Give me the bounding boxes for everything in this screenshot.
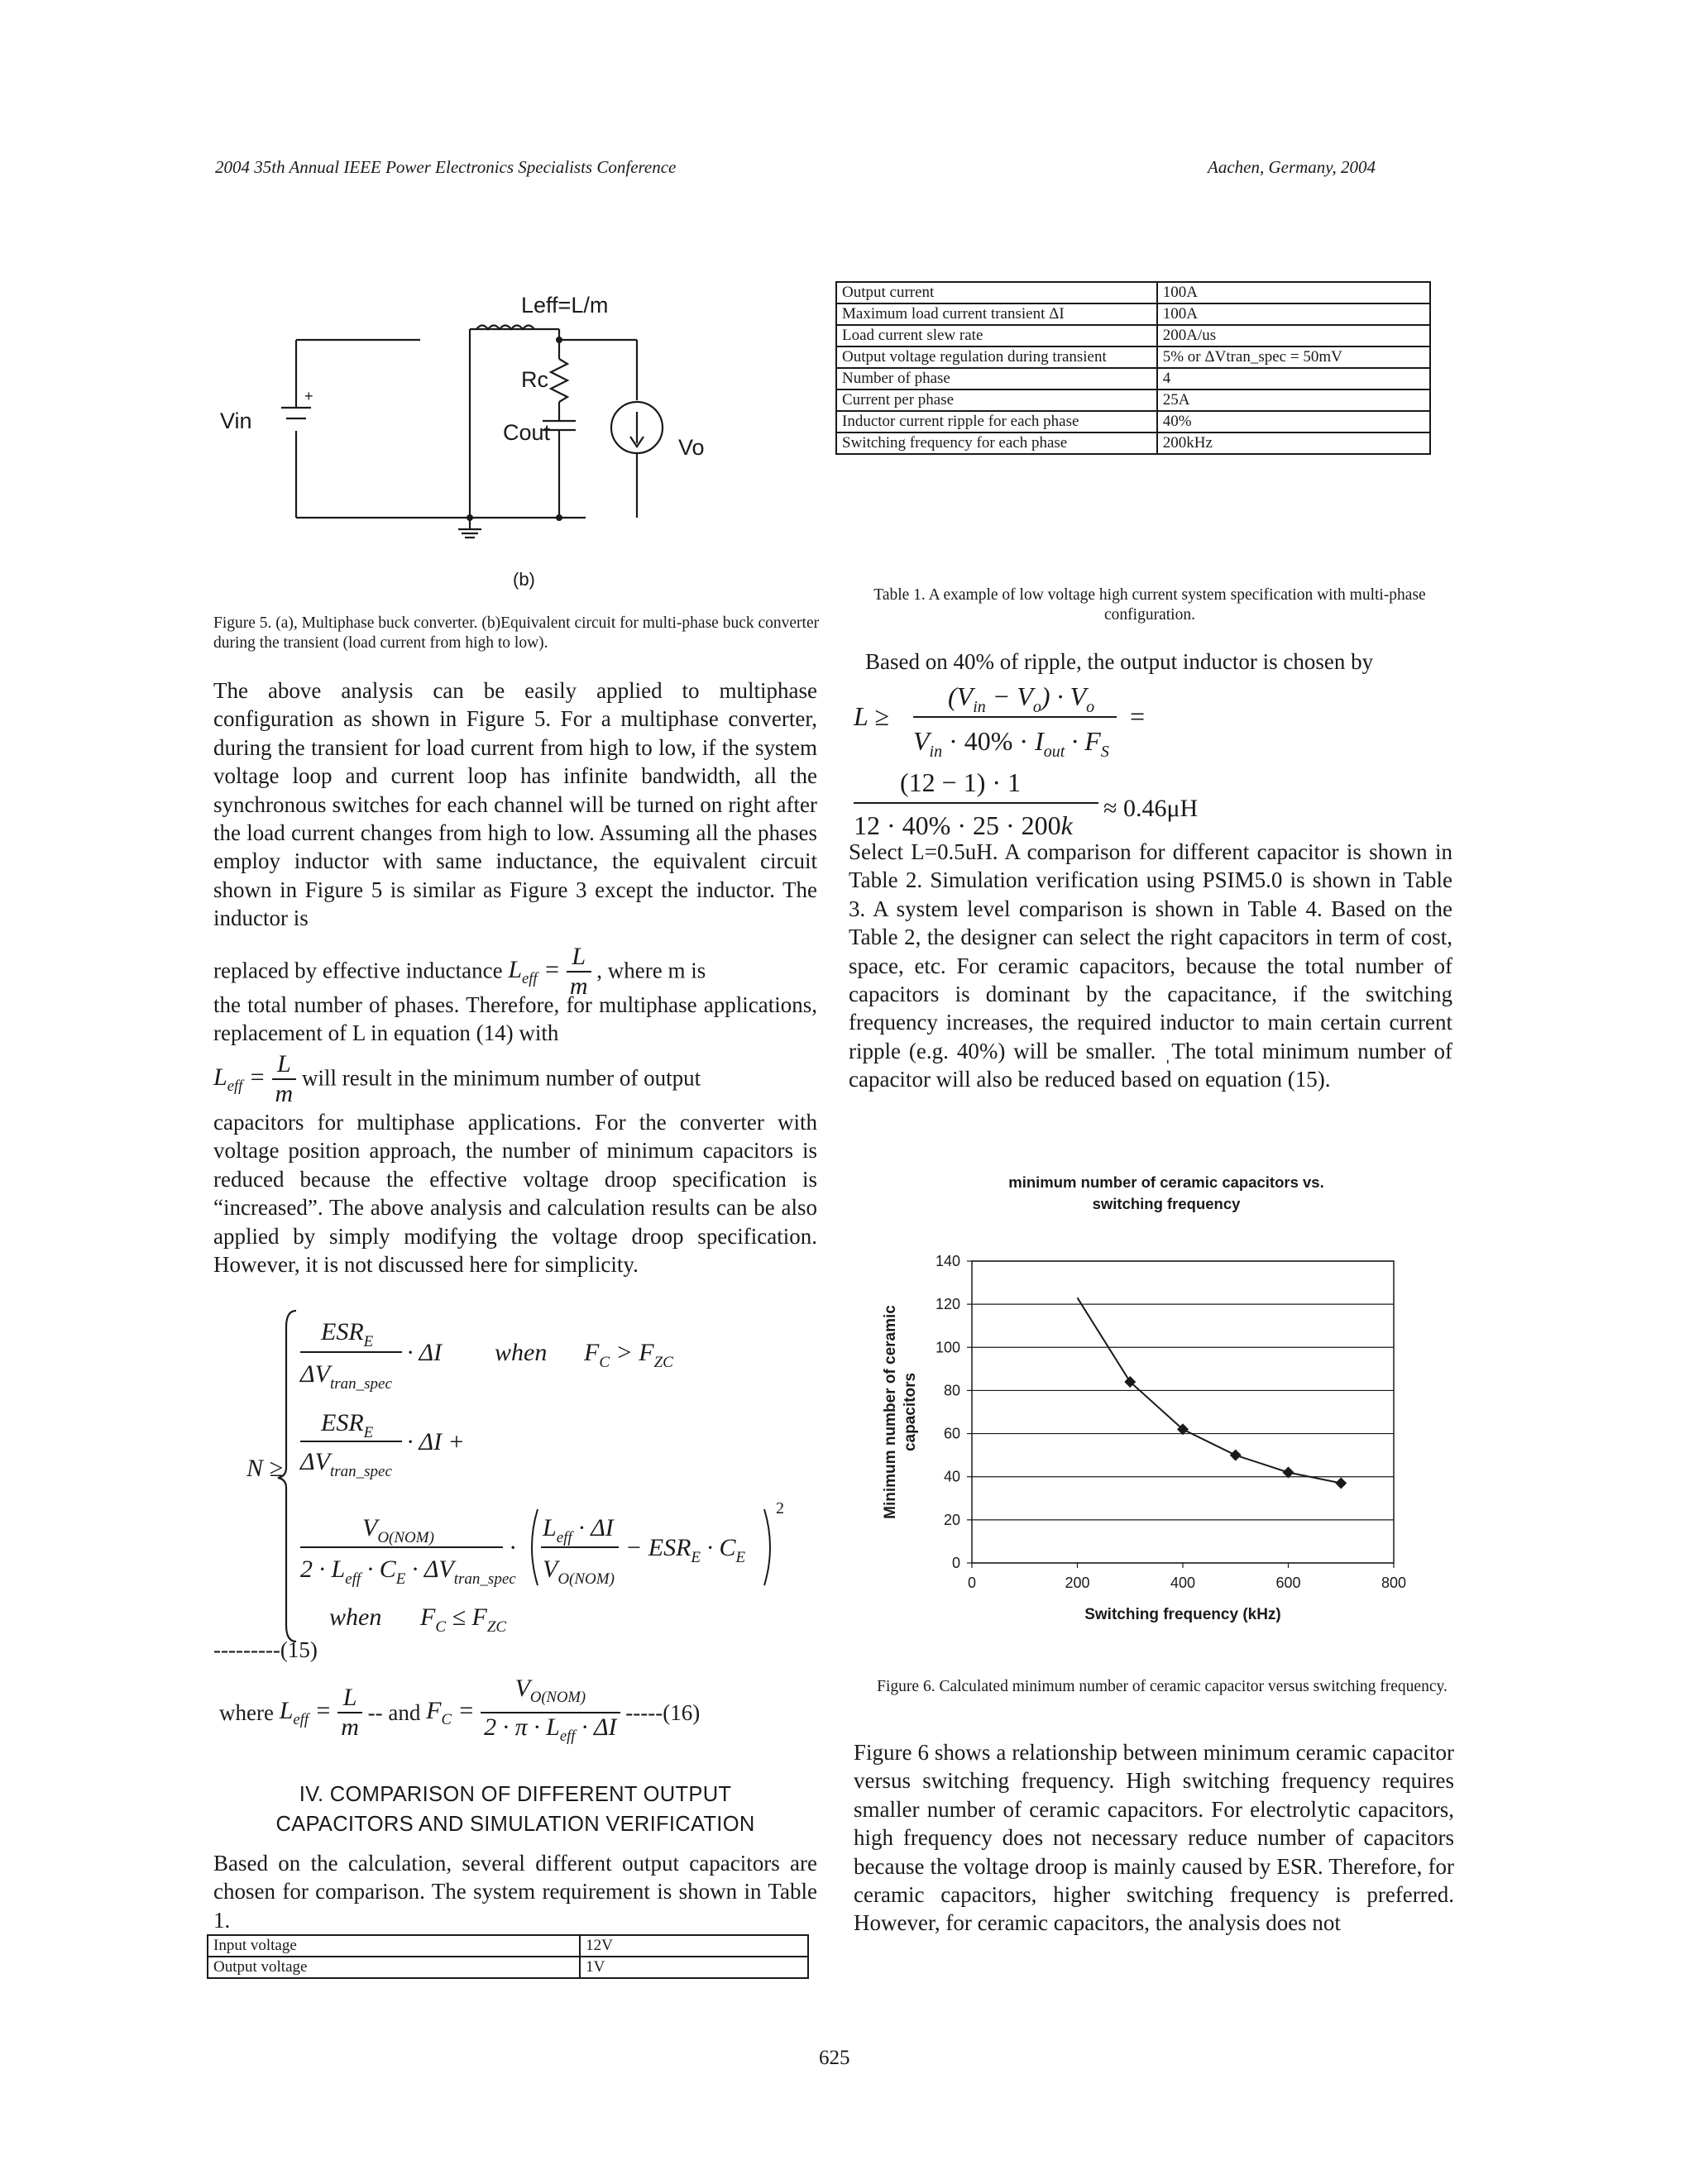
table-cell-param: Output voltage regulation during transient (836, 346, 1157, 368)
chart-title-line-1: minimum number of ceramic capacitors vs. (1008, 1173, 1324, 1191)
equation-16-tag: -----(16) (625, 1700, 701, 1726)
svg-text:·: · (510, 1534, 516, 1561)
y-tick-label: 20 (943, 1511, 960, 1528)
svg-text:ESRE: $ESR_E$ (321, 1318, 374, 1350)
left-paragraph-1: The above analysis can be easily applied to multiphase configuration as shown in Figure 5. For a multiphase converter, during the transient for load current from high to low, if the system voltage loop and current loop has infinite bandwidth, all the synchronous switches for each channel will be turned on right after the load current changes from high to low. Assuming all the phases employ inductor with same inductance, the equivalent circuit shown in Figure 5 is similar as Figure 3 except the inductor. The inductor is (213, 678, 817, 931)
table-row (836, 389, 1430, 411)
vo-label: Vo (678, 435, 705, 460)
svg-text:N ≥: N ≥ (246, 1455, 283, 1482)
table1-caption: Table 1. A example of low voltage high current system specification with multi-phase configuration. (873, 586, 1426, 624)
svg-text:− ESRE · CE: − $ESR_E \cdot C_E$ (625, 1534, 746, 1566)
fc-formula: $F_C$ = $\frac{V_{O(NOM)}}{2 \cdot \pi \cdot L_{eff} \cdot \Delta I}$ (426, 1697, 620, 1724)
section-heading (213, 1780, 817, 1839)
header-left: 2004 35th Annual IEEE Power Electronics Specialists Conference (215, 157, 677, 177)
battery-plus-label: + (304, 388, 313, 404)
svg-text:ESRE: $ESR_E$ (321, 1409, 374, 1441)
leff-replacement-line (213, 1050, 817, 1109)
header-right: Aachen, Germany, 2004 (1208, 157, 1376, 177)
svg-text:Leff · ΔI: $L_{eff} \cdot \Delta I$ (543, 1514, 614, 1546)
ripple-line: Based on 40% of ripple, the output inductor is chosen by (865, 649, 1374, 674)
svg-text:ΔVtran_spec: $\Delta V_{tran\_spec}$ (300, 1448, 392, 1480)
table-cell-value: 25A (1157, 389, 1430, 411)
svg-text:2 · Leff · CE · ΔVtran_spec: $2 \cdot L_{eff} \cdot C_E \cdot \Delta V_{tran\_spec}$ (300, 1556, 516, 1588)
subfigure-label: (b) (513, 569, 535, 590)
table-row (836, 282, 1430, 303)
figure6-chart (869, 1232, 1448, 1646)
inductor-equation-graphic (850, 674, 1454, 848)
table-row (836, 325, 1430, 346)
leff-formula-3: $L_{eff}$ = $\frac{L}{m}$ (280, 1697, 362, 1724)
data-point (1335, 1478, 1347, 1489)
equation-15 (213, 1302, 825, 1658)
equivalent-circuit-diagram (215, 281, 744, 595)
inductor-equation (850, 674, 1454, 848)
inductor-result: ≈ 0.46μH (1103, 795, 1199, 822)
section-heading-line-1: IV. COMPARISON OF DIFFERENT OUTPUT (299, 1783, 732, 1806)
table-row (836, 411, 1430, 432)
svg-text:(12 − 1) · 1: (12 − 1) · 1 (900, 767, 1022, 797)
svg-text:(Vin − Vo) · Vo: $(V_{in} - V_o) \cdot V_o$ (948, 681, 1095, 716)
x-tick-label: 800 (1381, 1575, 1407, 1591)
x-tick-label: 400 (1170, 1575, 1196, 1591)
table-cell-value: 5% or ΔVtran_spec = 50mV (1157, 346, 1430, 368)
right-paragraph-6: Figure 6 shows a relationship between minimum ceramic capacitor versus switching frequency. High switching frequency requires smaller number of ceramic capacitors. For electrolytic capacitors, high frequency does not necessary reduce number of capacitors because the voltage droop is mainly caused by ESR. Therefore, for ceramic capacitors, higher switching frequency is preferred. However, for ceramic capacitors, the analysis does not (854, 1740, 1454, 1936)
y-axis-label-line-2: capacitors (902, 1372, 919, 1452)
table-cell-value: 100A (1157, 303, 1430, 325)
table-cell-value: 100A (1157, 282, 1430, 303)
svg-text:ΔVtran_spec: $\Delta V_{tran\_spec}$ (300, 1360, 392, 1393)
right-paragraph-5: Select L=0.5uH. A comparison for different capacitor is shown in Table 2. Simulation verification using PSIM5.0 is shown in Table 3. A system level comparison is shown in Table 4. Based on the Table 2, the designer can select the right capacitors in term of cost, space, etc. For ceramic capacitors, because the total number of capacitors is dominant by the capacitance, if the switching frequency increases, the required inductor to main certain current ripple (e.g. 40%) will be smaller. ˌThe total minimum number of capacitor will also be reduced based on equation (15). (849, 839, 1452, 1092)
and-text: -- and (367, 1700, 421, 1726)
rc-label: Rc (521, 367, 548, 392)
x-tick-label: 200 (1065, 1575, 1090, 1591)
svg-text:L ≥: L ≥ (854, 701, 889, 731)
left-paragraph-3: capacitors for multiphase applications. For the converter with voltage position approach, the number of minimum capacitors is reduced because the effective voltage droop specification is “increased”. The above analysis and calculation results can be also applied by simply modifying the voltage droop specification. However, it is not discussed here for simplicity. (213, 1110, 817, 1278)
table-cell-value: 4 (1157, 368, 1430, 389)
plot-frame (972, 1261, 1394, 1563)
table-cell-param: Switching frequency for each phase (836, 432, 1157, 454)
y-tick-label: 100 (935, 1339, 960, 1356)
table1-part-right (835, 281, 1431, 455)
equation-16-line (219, 1675, 831, 1752)
where-text: where (219, 1700, 274, 1726)
chart-title (902, 1172, 1431, 1215)
table-row (208, 1935, 808, 1957)
section-heading-line-2: CAPACITORS AND SIMULATION VERIFICATION (275, 1813, 755, 1836)
circuit-figure (215, 281, 744, 595)
table-cell-value: 200kHz (1157, 432, 1430, 454)
table-cell-value: 12V (580, 1935, 808, 1957)
svg-text:Vin · 40% · Iout · FS: $V_{in} \cdot 40\% \cdot I_{out} \cdot F_S$ (913, 726, 1109, 761)
y-tick-label: 80 (943, 1382, 960, 1399)
will-result-text: will result in the minimum number of output (301, 1065, 701, 1091)
table-row (836, 346, 1430, 368)
where-m-text: , where m is (596, 958, 706, 983)
left-paragraph-2: the total number of phases. Therefore, for multiphase applications, replacement of L in equation (14) with (213, 992, 817, 1046)
table-row (208, 1957, 808, 1978)
figure6-caption: Figure 6. Calculated minimum number of ceramic capacitor versus switching frequency. (877, 1678, 1448, 1695)
svg-text:when: when (329, 1603, 382, 1631)
y-tick-label: 120 (935, 1296, 960, 1313)
cout-label: Cout (503, 420, 551, 445)
table-cell-param: Current per phase (836, 389, 1157, 411)
table-cell-param: Output current (836, 282, 1157, 303)
table-cell-param: Inductor current ripple for each phase (836, 411, 1157, 432)
table-row (836, 368, 1430, 389)
svg-text:12 · 40% · 25 · 200k: 12 · 40% · 25 · 200k (854, 810, 1073, 840)
y-tick-label: 0 (951, 1555, 960, 1571)
equation-15-graphic (213, 1302, 825, 1658)
svg-text:FC ≤ FZC: $F_C \le F_{ZC}$ (420, 1603, 507, 1636)
table-cell-param: Load current slew rate (836, 325, 1157, 346)
svg-text:· ΔI +: · ΔI + (407, 1428, 465, 1455)
leff-inline-formula: $L_{eff}$ = $\frac{L}{m}$ (508, 956, 591, 983)
x-tick-label: 0 (967, 1575, 977, 1591)
svg-text:· ΔI: · ΔI (407, 1339, 443, 1366)
svg-text:2: 2 (776, 1499, 784, 1517)
y-tick-label: 140 (935, 1253, 960, 1269)
data-point (1230, 1450, 1242, 1461)
table-row (836, 303, 1430, 325)
svg-text:VO(NOM): $V_{O(NOM)}$ (362, 1514, 434, 1546)
leff-formula-2: $L_{eff}$ = $\frac{L}{m}$ (213, 1063, 296, 1091)
figure5-caption: Figure 5. (a), Multiphase buck converter. (b)Equivalent circuit for multi-phase buck converter during the transient (load current from high to low). (213, 614, 820, 652)
table-cell-value: 200A/us (1157, 325, 1430, 346)
table-cell-value: 40% (1157, 411, 1430, 432)
chart-title-line-2: switching frequency (1092, 1195, 1241, 1212)
leff-label: Leff=L/m (521, 293, 609, 318)
vin-label: Vin (220, 409, 252, 433)
y-tick-label: 60 (943, 1425, 960, 1442)
svg-text:when: when (495, 1339, 548, 1366)
table-cell-param: Output voltage (208, 1957, 580, 1978)
table-cell-param: Number of phase (836, 368, 1157, 389)
svg-text:=: = (1128, 701, 1146, 731)
table-cell-param: Input voltage (208, 1935, 580, 1957)
table1-part-left (207, 1934, 809, 1979)
equation-15-tag: ---------(15) (213, 1637, 318, 1662)
table-row (836, 432, 1430, 454)
y-axis-label-line-1: Minimum number of ceramic (882, 1305, 899, 1519)
table-cell-param: Maximum load current transient ΔI (836, 303, 1157, 325)
y-tick-label: 40 (943, 1468, 960, 1485)
table-cell-value: 1V (580, 1957, 808, 1978)
chart-plot (869, 1232, 1448, 1646)
left-paragraph-4: Based on the calculation, several different output capacitors are chosen for comparison. The system requirement is shown in Table 1. (213, 1851, 817, 1933)
svg-text:FC > FZC: $F_C > F_{ZC}$ (584, 1339, 673, 1371)
svg-text:VO(NOM): $V_{O(NOM)}$ (543, 1556, 615, 1588)
x-tick-label: 600 (1275, 1575, 1301, 1591)
x-axis-label: Switching frequency (kHz) (1084, 1606, 1281, 1623)
page-number: 625 (819, 2047, 850, 2069)
replaced-text: replaced by effective inductance (213, 958, 503, 983)
